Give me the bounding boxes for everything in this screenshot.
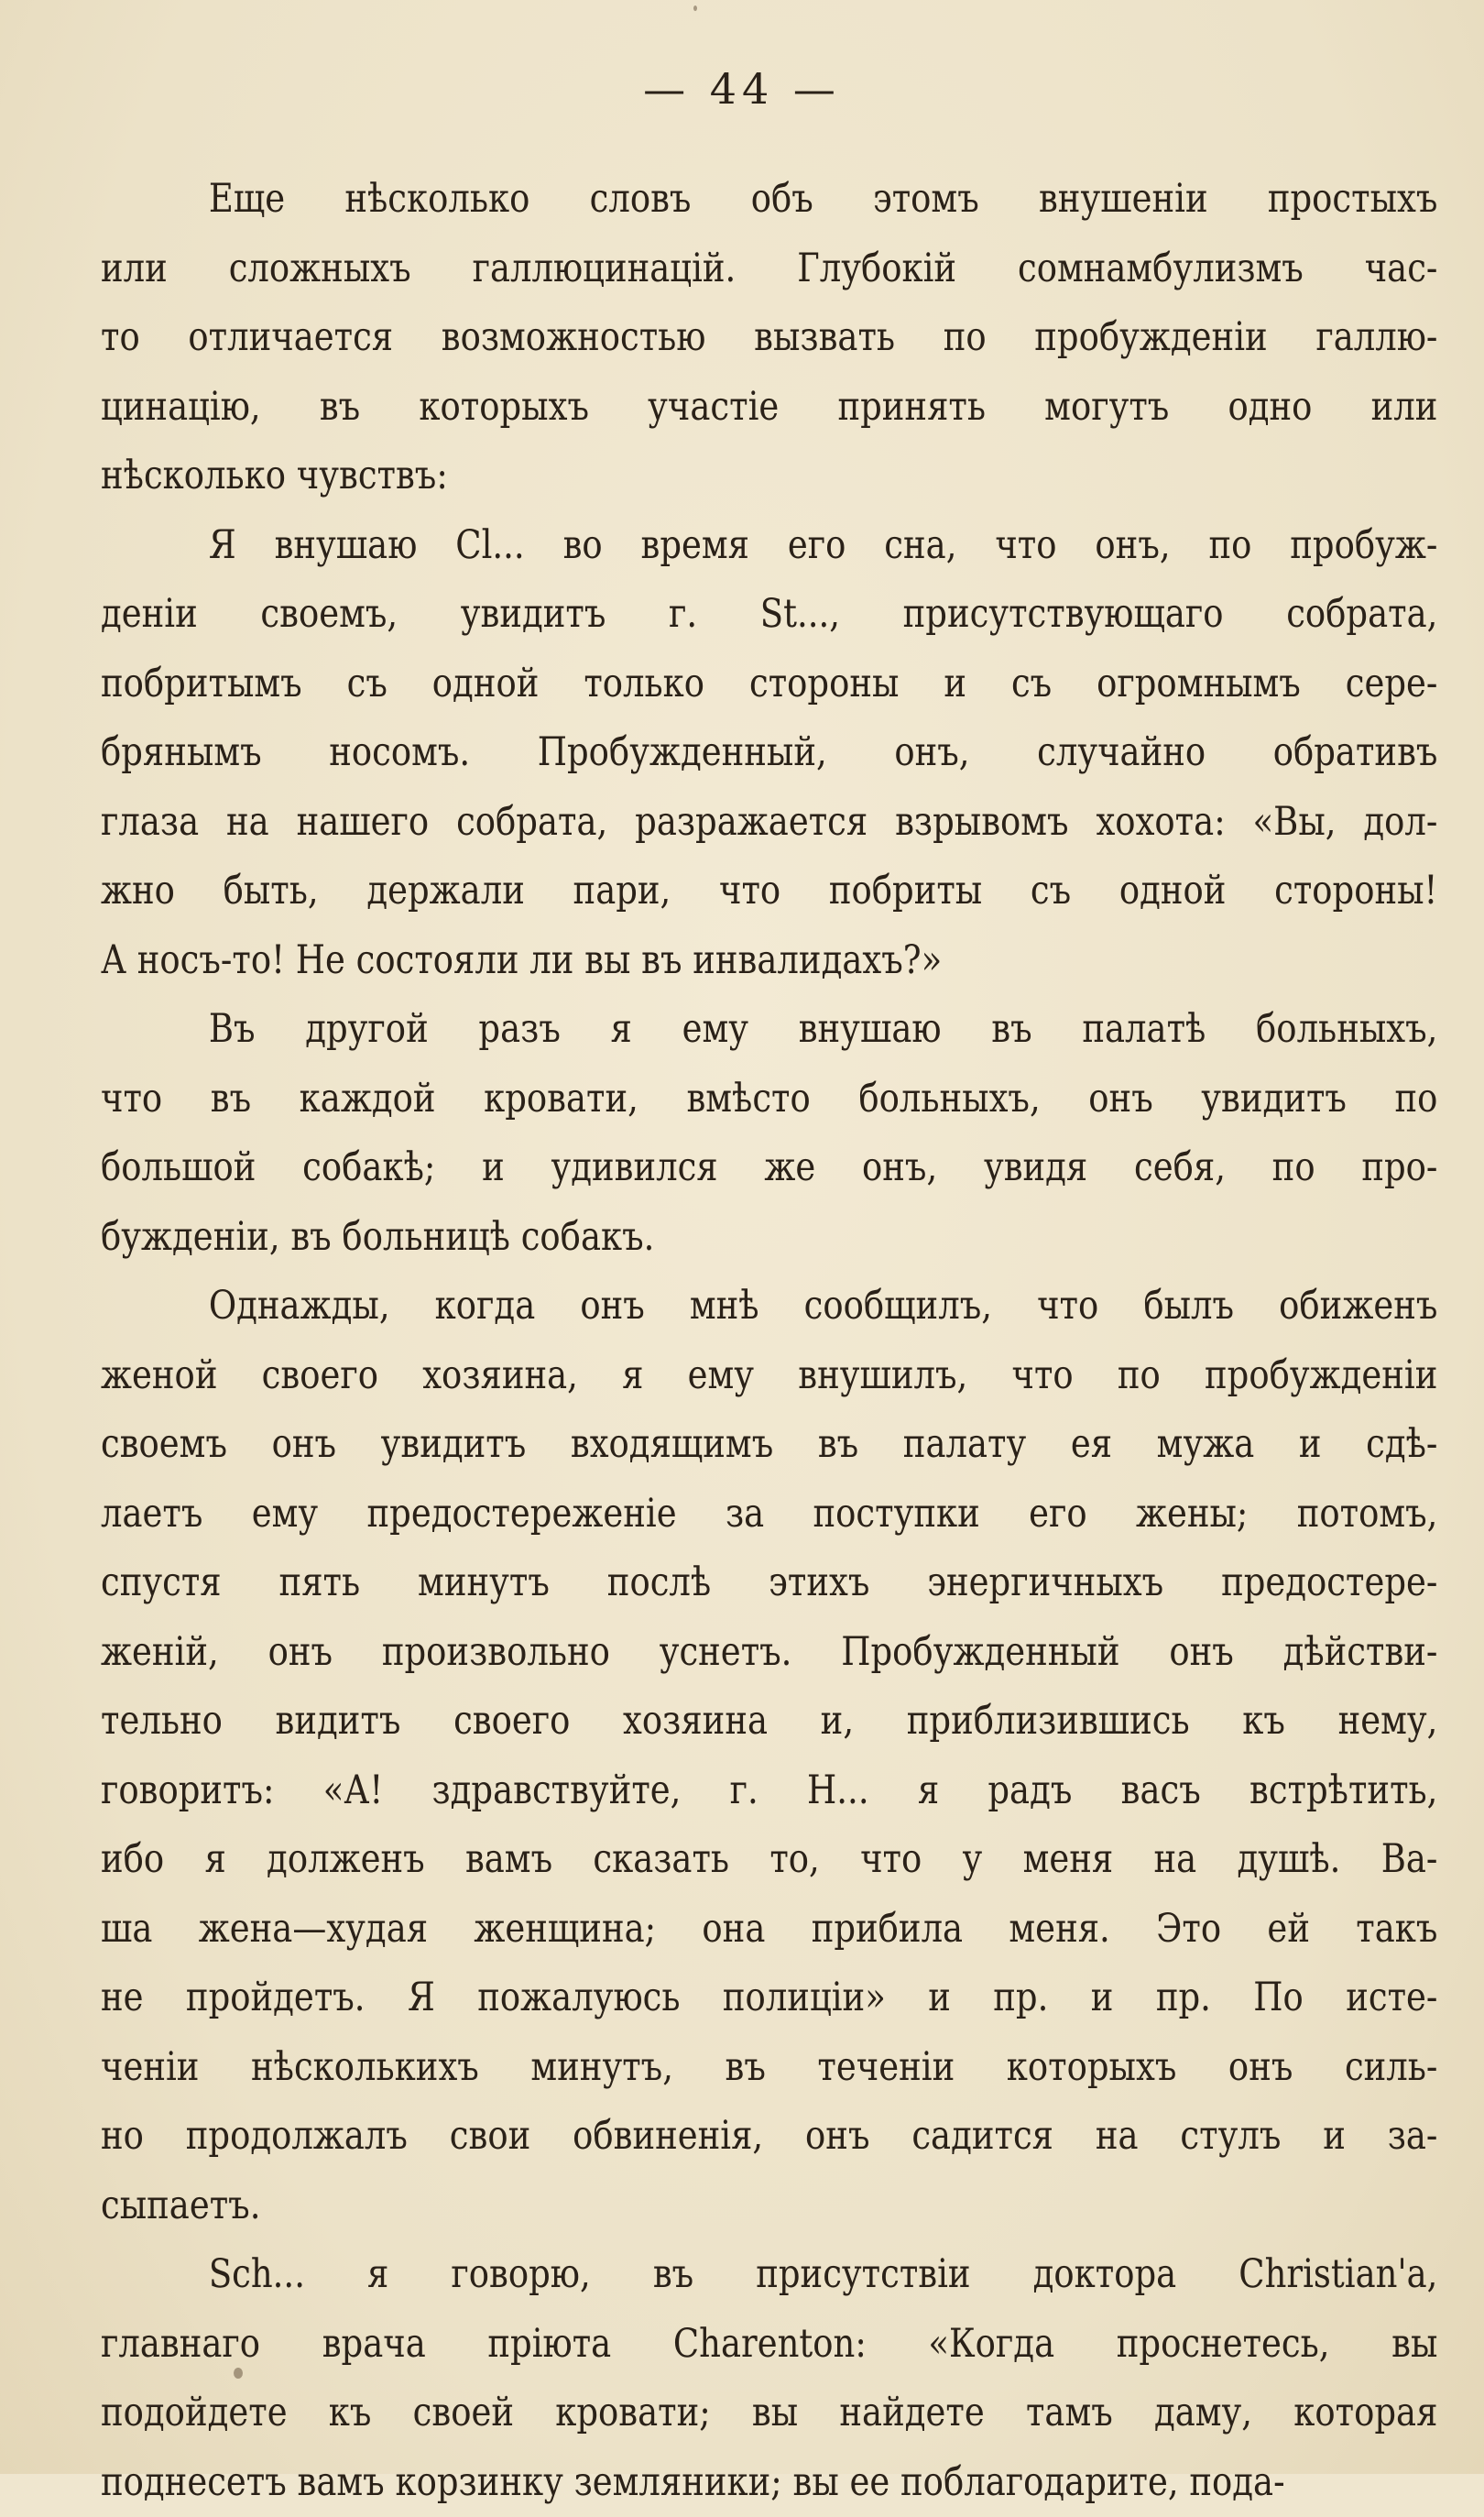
text-line: тельно видитъ своего хозяина и, приблизившись къ нему, bbox=[101, 1687, 1437, 1756]
text-line: цинацію, въ которыхъ участіе принять могутъ одно или bbox=[101, 373, 1437, 443]
text-line: говоритъ: «А! здравствуйте, г. Н... я радъ васъ встрѣтить, bbox=[101, 1756, 1437, 1826]
text-line: поднесетъ вамъ корзинку земляники; вы ее поблагодарите, пода- bbox=[101, 2448, 1437, 2517]
text-line: не пройдетъ. Я пожалуюсь полиціи» и пр. и пр. По исте- bbox=[101, 1964, 1437, 2033]
text-line: сыпаетъ. bbox=[101, 2172, 1437, 2241]
text-line: спустя пять минутъ послѣ этихъ энергичныхъ предостере- bbox=[101, 1549, 1437, 1618]
text-line: брянымъ носомъ. Пробужденный, онъ, случайно обративъ bbox=[101, 718, 1437, 788]
text-line: главнаго врача пріюта Charenton: «Когда проснетесь, вы bbox=[101, 2310, 1437, 2380]
text-line: побритымъ съ одной только стороны и съ огромнымъ сере- bbox=[101, 650, 1437, 719]
text-line: Sch... я говорю, въ присутствіи доктора Christian'a, bbox=[101, 2240, 1437, 2310]
text-line: то отличается возможностью вызвать по пробужденіи галлю- bbox=[101, 303, 1437, 373]
text-line: бужденіи, въ больницѣ собакъ. bbox=[101, 1203, 1437, 1273]
text-line: но продолжалъ свои обвиненія, онъ садится на стулъ и за- bbox=[101, 2102, 1437, 2172]
text-line: своемъ онъ увидитъ входящимъ въ палату ея мужа и сдѣ- bbox=[101, 1410, 1437, 1480]
text-line: Однажды, когда онъ мнѣ сообщилъ, что былъ обиженъ bbox=[101, 1272, 1437, 1341]
text-line: Еще нѣсколько словъ объ этомъ внушеніи простыхъ bbox=[101, 165, 1437, 235]
text-line: Въ другой разъ я ему внушаю въ палатѣ больныхъ, bbox=[101, 995, 1437, 1065]
text-line: Я внушаю Cl... во время его сна, что онъ, по пробуж- bbox=[101, 511, 1437, 581]
body-text bbox=[101, 165, 1438, 2517]
text-line: или сложныхъ галлюцинацій. Глубокій сомнамбулизмъ час- bbox=[101, 235, 1437, 304]
text-line: ша жена—худая женщина; она прибила меня. Это ей такъ bbox=[101, 1895, 1437, 1964]
text-line: нѣсколько чувствъ: bbox=[101, 442, 1437, 511]
text-line: глаза на нашего собрата, разражается взрывомъ хохота: «Вы, дол- bbox=[101, 788, 1437, 858]
text-line: большой собакѣ; и удивился же онъ, увидя себя, по про- bbox=[101, 1133, 1437, 1203]
text-line: А носъ-то! Не состояли ли вы въ инвалидахъ?» bbox=[101, 926, 1437, 996]
text-line: подойдете къ своей кровати; вы найдете тамъ даму, которая bbox=[101, 2379, 1437, 2448]
print-speck bbox=[693, 5, 697, 11]
page-number: — 44 — bbox=[0, 64, 1484, 114]
text-line: женій, онъ произвольно уснетъ. Пробужденный онъ дѣйстви- bbox=[101, 1618, 1437, 1688]
text-line: ченіи нѣсколькихъ минутъ, въ теченіи которыхъ онъ силь- bbox=[101, 2033, 1437, 2103]
text-line: жно быть, держали пари, что побриты съ одной стороны! bbox=[101, 857, 1437, 926]
print-speck bbox=[234, 2368, 243, 2379]
text-line: лаетъ ему предостереженіе за поступки его жены; потомъ, bbox=[101, 1480, 1437, 1549]
text-line: ибо я долженъ вамъ сказать то, что у меня на душѣ. Ва- bbox=[101, 1825, 1437, 1895]
text-line: что въ каждой кровати, вмѣсто больныхъ, онъ увидитъ по bbox=[101, 1065, 1437, 1134]
text-line: деніи своемъ, увидитъ г. St..., присутствующаго собрата, bbox=[101, 580, 1437, 650]
text-line: женой своего хозяина, я ему внушилъ, что по пробужденіи bbox=[101, 1341, 1437, 1411]
